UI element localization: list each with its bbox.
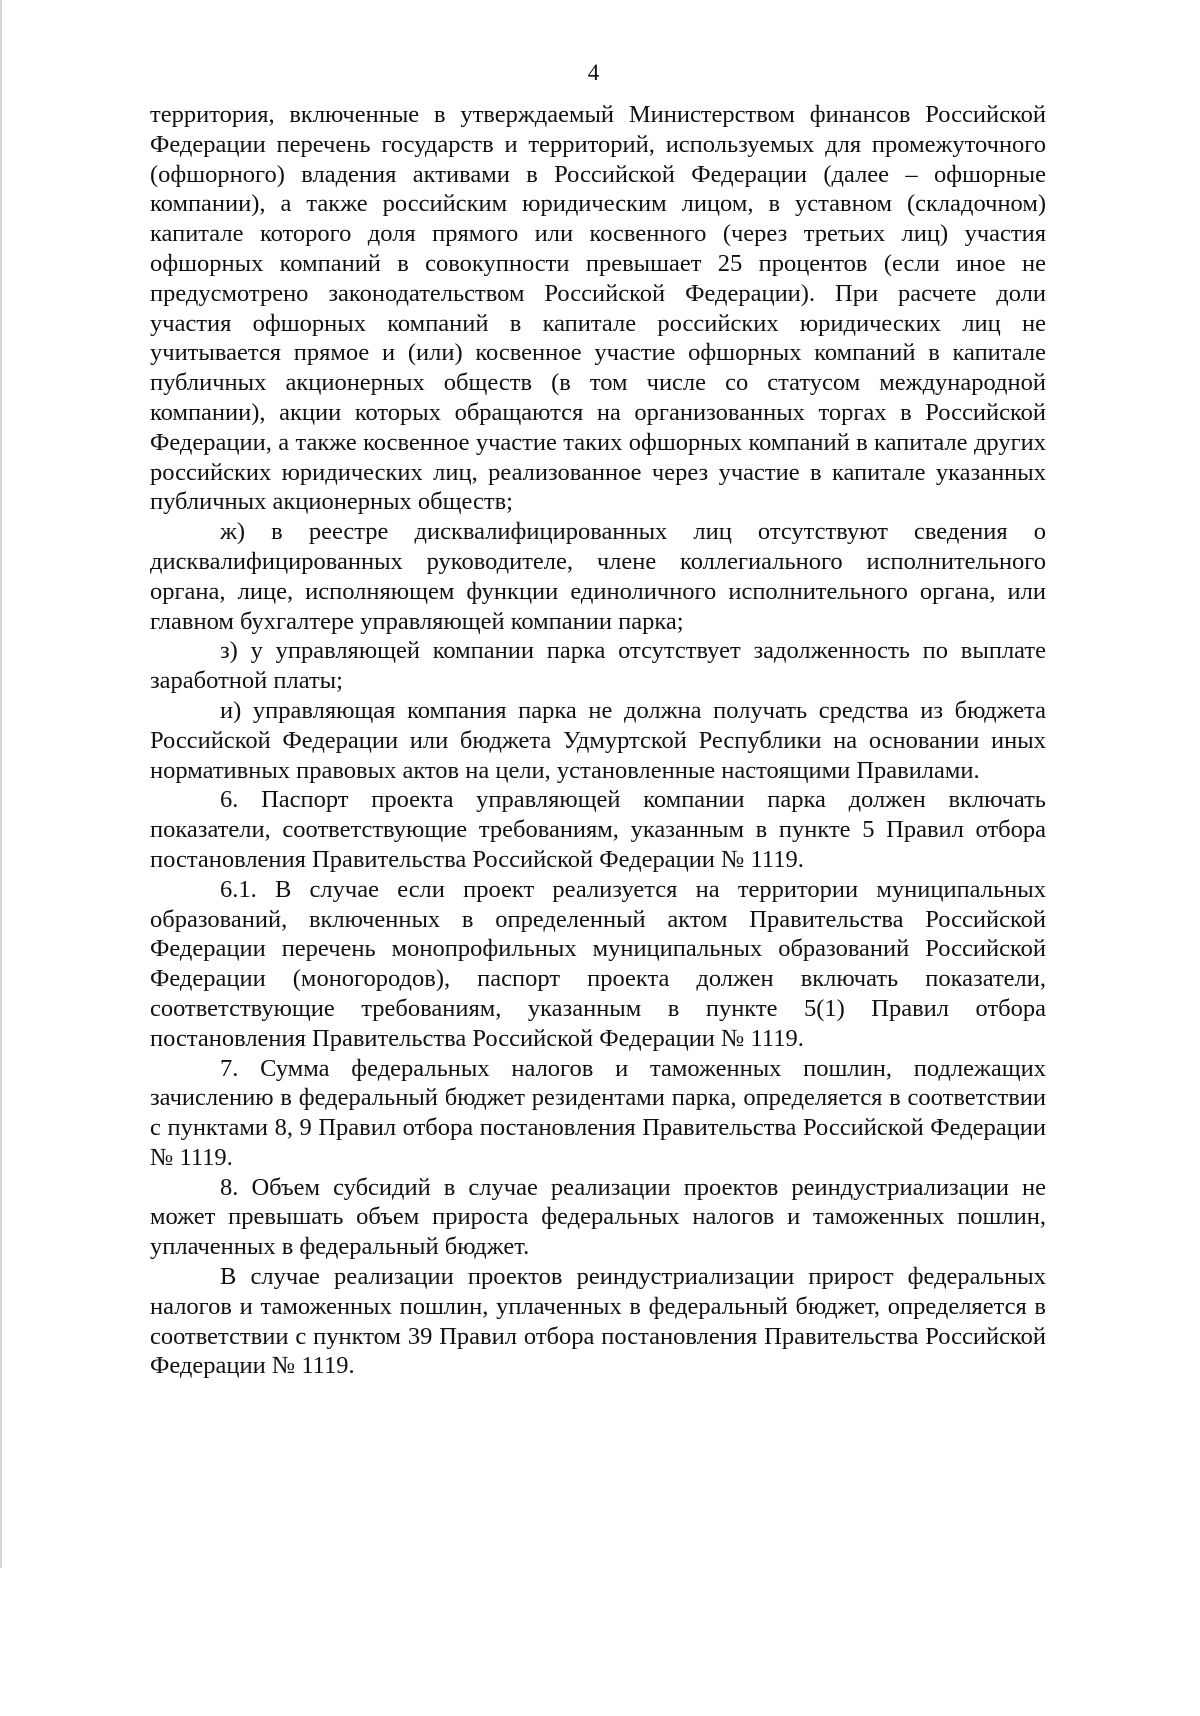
paragraph-clause-6: 6. Паспорт проекта управляющей компании парка должен включать показатели, соответствующие требованиям, указанным в пункте 5 Правил отбора постановления Правительства Российской Федерации № 1119. bbox=[150, 786, 1046, 873]
paragraph-continuation: территория, включенные в утверждаемый Министерством финансов Российской Федерации перечень государств и территорий, используемых для промежуточного (офшорного) владения активами в Российской Федерации (далее – офшорные компании), а также российским юридическим лицом, в уставном (складочном) капитале которого доля прямого или косвенного (через третьих лиц) участия офшорных компаний в совокупности превышает 25 процентов (если иное не предусмотрено законодательством Российской Федерации). При расчете доли участия офшорных компаний в капитале российских юридических лиц не учитывается прямое и (или) косвенное участие офшорных компаний в капитале публичных акционерных обществ (в том числе со статусом международной компании), акции которых обращаются на организованных торгах в Российской Федерации, а также косвенное участие таких офшорных компаний в капитале других российских юридических лиц, реализованное через участие в капитале указанных публичных акционерных обществ; bbox=[150, 101, 1046, 516]
scan-edge bbox=[0, 0, 2, 1568]
paragraph-item-z: з) у управляющей компании парка отсутствует задолженность по выплате заработной платы; bbox=[150, 637, 1046, 695]
document-body bbox=[150, 100, 1046, 1381]
paragraph-item-i: и) управляющая компания парка не должна получать средства из бюджета Российской Федерации или бюджета Удмуртской Республики на основании иных нормативных правовых актов на цели, установленные настоящими Правилами. bbox=[150, 696, 1046, 784]
paragraph-clause-8-note: В случае реализации проектов реиндустриализации прирост федеральных налогов и таможенных пошлин, уплаченных в федеральный бюджет, определяется в соответствии с пунктом 39 Правил отбора постановления Правительства Российской Федерации № 1119. bbox=[150, 1263, 1046, 1380]
paragraph-clause-8: 8. Объем субсидий в случае реализации проектов реиндустриализации не может превышать объем прироста федеральных налогов и таможенных пошлин, уплаченных в федеральный бюджет. bbox=[150, 1173, 1046, 1261]
page-number: 4 bbox=[587, 60, 600, 85]
paragraph-clause-6-1: 6.1. В случае если проект реализуется на территории муниципальных образований, включенных в определенный актом Правительства Российской Федерации перечень монопрофильных муниципальных образований Российской Федерации (моногородов), паспорт проекта должен включать показатели, соответствующие требованиям, указанным в пункте 5(1) Правил отбора постановления Правительства Российской Федерации № 1119. bbox=[150, 875, 1046, 1052]
paragraph-item-zh: ж) в реестре дисквалифицированных лиц отсутствуют сведения о дисквалифицированных руководителе, члене коллегиального исполнительного органа, лице, исполняющем функции единоличного исполнительного органа, или главном бухгалтере управляющей компании парка; bbox=[150, 518, 1046, 635]
paragraph-clause-7: 7. Сумма федеральных налогов и таможенных пошлин, подлежащих зачислению в федеральный бюджет резидентами парка, определяется в соответствии с пунктами 8, 9 Правил отбора постановления Правительства Российской Федерации № 1119. bbox=[150, 1054, 1046, 1171]
